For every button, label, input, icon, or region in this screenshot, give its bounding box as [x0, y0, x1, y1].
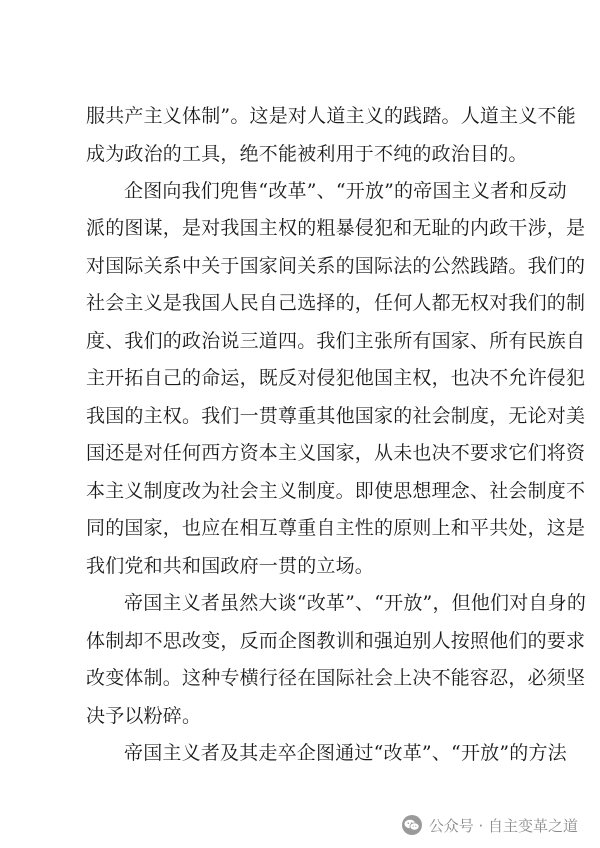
body-line: 企图向我们兜售“改革”、“开放”的帝国主义者和反动: [124, 180, 567, 202]
body-line: 成为政治的工具，绝不能被利用于不纯的政治目的。: [86, 143, 528, 165]
body-line: 体制却不思改变，反而企图教训和强迫别人按照他们的要求: [86, 630, 586, 652]
body-line: 我国的主权。我们一贯尊重其他国家的社会制度，无论对美: [86, 405, 586, 427]
body-line: 帝国主义者及其走卒企图通过“改革”、“开放”的方法: [124, 742, 567, 764]
body-line: 我们党和共和国政府一贯的立场。: [86, 555, 375, 577]
body-line: 本主义制度改为社会主义制度。即使思想理念、社会制度不: [86, 480, 586, 502]
body-line: 同的国家，也应在相互尊重自主性的原则上和平共处，这是: [86, 517, 586, 539]
body-line: 帝国主义者虽然大谈“改革”、“开放”，但他们对自身的: [124, 592, 587, 614]
watermark-text: 公众号 · 自主变革之道: [428, 816, 578, 835]
watermark: [401, 812, 578, 838]
body-line: 改变体制。这种专横行径在国际社会上决不能容忍，必须坚: [86, 667, 586, 689]
body-line: 社会主义是我国人民自己选择的，任何人都无权对我们的制: [86, 292, 586, 314]
body-line: 对国际关系中关于国家间关系的国际法的公然践踏。我们的: [86, 255, 586, 277]
body-line: 主开拓自己的命运，既反对侵犯他国主权，也决不允许侵犯: [86, 367, 586, 389]
wechat-icon: [401, 814, 423, 836]
body-line: 度、我们的政治说三道四。我们主张所有国家、所有民族自: [86, 330, 586, 352]
body-line: 派的图谋，是对我国主权的粗暴侵犯和无耻的内政干涉，是: [86, 217, 586, 239]
body-line: 服共产主义体制”。这是对人道主义的践踏。人道主义不能: [86, 105, 576, 127]
body-line: 国还是对任何西方资本主义国家，从未也决不要求它们将资: [86, 442, 586, 464]
body-line: 决予以粉碎。: [86, 705, 202, 727]
